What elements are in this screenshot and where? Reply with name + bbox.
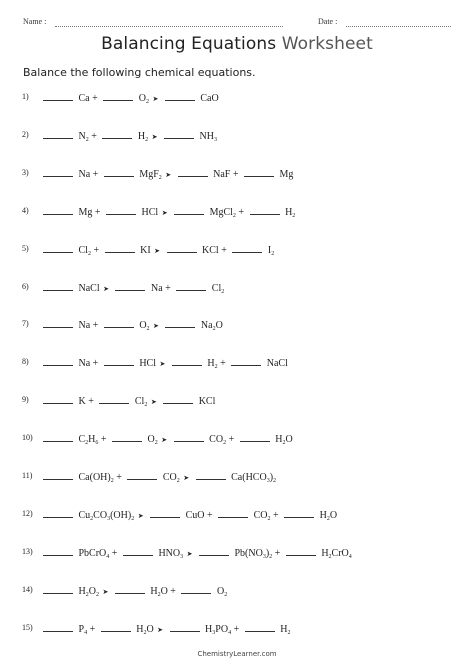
- coefficient-blank[interactable]: [104, 167, 134, 177]
- equation-row: [0, 167, 474, 183]
- coefficient-blank[interactable]: [43, 584, 73, 594]
- equation-row: [0, 129, 474, 145]
- coefficient-blank[interactable]: [164, 129, 194, 139]
- coefficient-blank[interactable]: [165, 318, 195, 328]
- right-arrow-icon: ➤: [159, 360, 166, 369]
- right-arrow-icon: ➤: [157, 625, 164, 634]
- coefficient-blank[interactable]: [196, 470, 226, 480]
- right-arrow-icon: ➤: [152, 95, 159, 103]
- equation-body: $H_2O_2$ ➤ $H_2O + O_2$: [40, 584, 227, 599]
- coefficient-blank[interactable]: [232, 243, 262, 253]
- right-arrow-icon: ➤: [103, 284, 109, 293]
- coefficient-blank[interactable]: [240, 432, 270, 442]
- coefficient-blank[interactable]: [43, 508, 73, 518]
- coefficient-blank[interactable]: [176, 281, 206, 291]
- coefficient-blank[interactable]: [115, 584, 145, 594]
- equation-row: [0, 470, 474, 486]
- coefficient-blank[interactable]: [199, 546, 229, 556]
- equation-row: [0, 394, 474, 410]
- equation-number: 12): [22, 508, 33, 518]
- equation-number: 13): [22, 546, 33, 556]
- equation-number: 11): [22, 471, 33, 480]
- coefficient-blank[interactable]: [43, 394, 73, 404]
- coefficient-blank[interactable]: [102, 129, 132, 139]
- equation-row: [0, 91, 474, 107]
- coefficient-blank[interactable]: [127, 470, 157, 480]
- coefficient-blank[interactable]: [43, 318, 73, 328]
- equation-row: [0, 622, 474, 638]
- equation-number: 15): [22, 622, 33, 632]
- title-light: Worksheet: [281, 34, 373, 54]
- coefficient-blank[interactable]: [112, 432, 142, 442]
- coefficient-blank[interactable]: [150, 508, 180, 518]
- name-field[interactable]: [55, 26, 283, 27]
- equation-body: NaCl ➤ $Na + Cl_2$: [40, 281, 224, 296]
- right-arrow-icon: ➤: [150, 398, 157, 407]
- equation-number: 4): [22, 205, 29, 215]
- coefficient-blank[interactable]: [250, 205, 280, 215]
- equation-body: $Cu_2CO_3(OH)_2$ ➤ CuO + $CO_2 + H_2O$: [40, 508, 337, 523]
- date-label: Date :: [318, 17, 338, 26]
- coefficient-blank[interactable]: [167, 243, 197, 253]
- page-title: [0, 34, 474, 54]
- equation-row: [0, 356, 474, 372]
- right-arrow-icon: ➤: [137, 511, 144, 520]
- equation-number: 6): [22, 281, 29, 291]
- equation-row: [0, 205, 474, 221]
- coefficient-blank[interactable]: [172, 356, 202, 366]
- footer-brand: ChemistryLearner.com: [197, 650, 277, 658]
- equation-number: 1): [22, 92, 29, 101]
- coefficient-blank[interactable]: [231, 356, 261, 366]
- coefficient-blank[interactable]: [101, 622, 131, 632]
- equation-body: $N_2 + H_2$ ➤ $NH_3$: [40, 129, 217, 144]
- right-arrow-icon: ➤: [153, 322, 159, 331]
- right-arrow-icon: ➤: [102, 587, 109, 596]
- coefficient-blank[interactable]: [104, 356, 134, 366]
- coefficient-blank[interactable]: [245, 622, 275, 632]
- date-field[interactable]: [346, 26, 451, 27]
- right-arrow-icon: ➤: [154, 246, 161, 255]
- coefficient-blank[interactable]: [123, 546, 153, 556]
- title-bold: Balancing Equations: [101, 34, 277, 54]
- equation-body: $P_4 + H_2O$ ➤ $H_3PO_4 + H_2$: [40, 622, 290, 637]
- equation-body: Na + HCl ➤ $H_2$ + NaCl: [40, 356, 288, 371]
- equation-row: [0, 432, 474, 448]
- equation-number: 2): [22, 129, 29, 139]
- equation-number: 10): [22, 433, 33, 443]
- coefficient-blank[interactable]: [106, 205, 136, 215]
- coefficient-blank[interactable]: [115, 281, 145, 291]
- coefficient-blank[interactable]: [286, 546, 316, 556]
- equation-number: 3): [22, 167, 29, 177]
- coefficient-blank[interactable]: [43, 281, 73, 291]
- coefficient-blank[interactable]: [284, 508, 314, 518]
- equation-body: $C_2H_6 + O_2$ ➤ $CO_2 + H_2O$: [40, 432, 293, 447]
- coefficient-blank[interactable]: [43, 622, 73, 632]
- equation-number: 9): [22, 395, 29, 405]
- coefficient-blank[interactable]: [103, 91, 133, 101]
- coefficient-blank[interactable]: [105, 243, 135, 253]
- coefficient-blank[interactable]: [165, 91, 195, 101]
- coefficient-blank[interactable]: [170, 622, 200, 632]
- equation-body: PbCrO$_4$ + $HNO_3$ ➤ $Pb(NO_3)_2 + H_2CrO_4$: [40, 546, 352, 561]
- coefficient-blank[interactable]: [174, 205, 204, 215]
- equation-row: [0, 584, 474, 600]
- coefficient-blank[interactable]: [181, 584, 211, 594]
- coefficient-blank[interactable]: [43, 205, 73, 215]
- coefficient-blank[interactable]: [43, 432, 73, 442]
- equation-body: $Na + O_2$ ➤ $Na_2O$: [40, 318, 223, 333]
- equation-body: Mg + HCl ➤ MgCl$_2$ + $H_2$: [40, 205, 295, 220]
- instructions: Balance the following chemical equations.: [23, 66, 256, 79]
- equation-number: 7): [22, 319, 29, 329]
- right-arrow-icon: ➤: [161, 436, 168, 445]
- right-arrow-icon: ➤: [183, 474, 190, 482]
- equation-body: $Cl_2$ + KI ➤ KCl + $I_2$: [40, 243, 274, 258]
- coefficient-blank[interactable]: [174, 432, 204, 442]
- name-label: Name :: [23, 17, 47, 26]
- coefficient-blank[interactable]: [104, 318, 134, 328]
- right-arrow-icon: ➤: [151, 132, 158, 141]
- equation-number: 5): [22, 243, 29, 253]
- equation-row: [0, 546, 474, 562]
- equation-body: $Ca + O_2$ ➤ CaO: [40, 91, 219, 106]
- equation-body: $K + Cl_2$ ➤ KCl: [40, 394, 215, 409]
- coefficient-blank[interactable]: [43, 356, 73, 366]
- coefficient-blank[interactable]: [43, 243, 73, 253]
- coefficient-blank[interactable]: [43, 167, 73, 177]
- coefficient-blank[interactable]: [43, 470, 73, 480]
- coefficient-blank[interactable]: [43, 91, 73, 101]
- equation-number: 14): [22, 584, 33, 594]
- equation-number: 8): [22, 357, 29, 367]
- coefficient-blank[interactable]: [43, 546, 73, 556]
- right-arrow-icon: ➤: [165, 170, 172, 179]
- right-arrow-icon: ➤: [161, 208, 168, 217]
- equation-row: [0, 318, 474, 334]
- right-arrow-icon: ➤: [186, 549, 193, 558]
- equation-row: [0, 281, 474, 297]
- coefficient-blank[interactable]: [244, 167, 274, 177]
- equation-row: [0, 508, 474, 524]
- equation-body: $Ca(OH)_2 + CO_2$ ➤ $Ca(HCO_3)_2$: [40, 470, 276, 485]
- coefficient-blank[interactable]: [218, 508, 248, 518]
- equation-body: Na + MgF$_2$ ➤ NaF + Mg: [40, 167, 293, 182]
- coefficient-blank[interactable]: [163, 394, 193, 404]
- equation-row: [0, 243, 474, 259]
- coefficient-blank[interactable]: [43, 129, 73, 139]
- coefficient-blank[interactable]: [99, 394, 129, 404]
- coefficient-blank[interactable]: [178, 167, 208, 177]
